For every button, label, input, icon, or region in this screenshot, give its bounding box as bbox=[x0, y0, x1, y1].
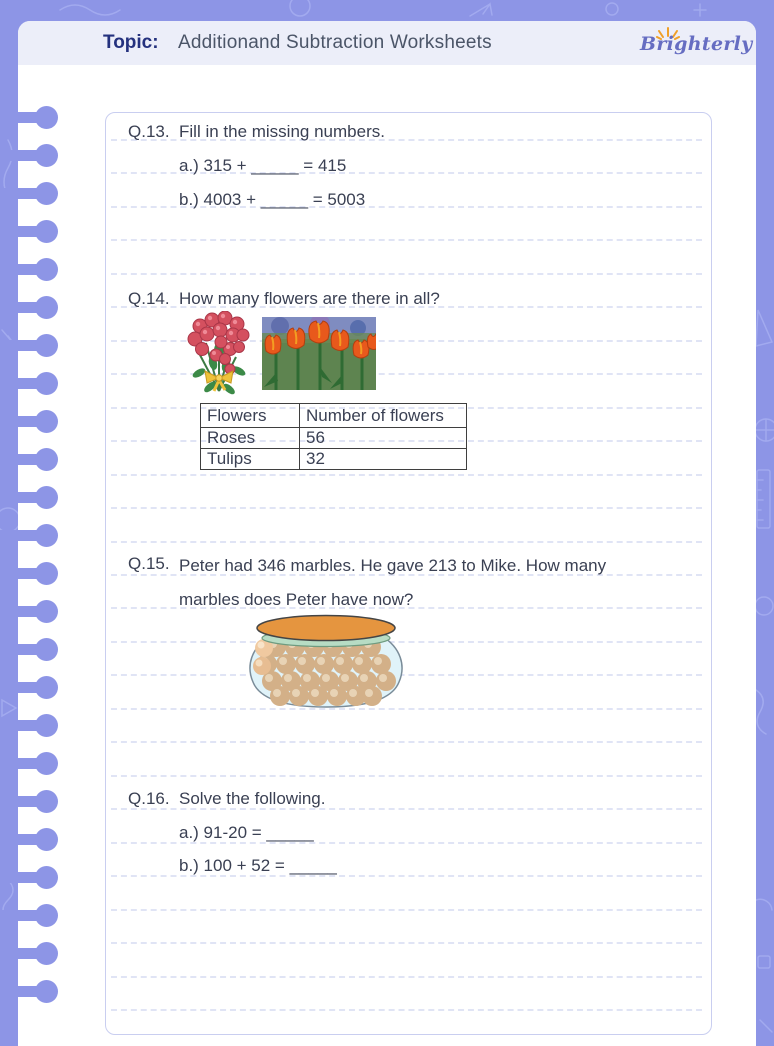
brand-logo bbox=[640, 30, 753, 60]
table-row bbox=[201, 428, 467, 449]
brand-name: Brighterly bbox=[640, 33, 753, 55]
binding-pin bbox=[0, 986, 40, 997]
tulip-field-image bbox=[262, 317, 376, 390]
binding-pin bbox=[0, 872, 40, 883]
table-cell: 32 bbox=[300, 449, 467, 470]
prompt-line: Peter had 346 marbles. He gave 213 to Mike. How many bbox=[179, 556, 607, 575]
ruled-line bbox=[111, 708, 702, 710]
binding-pin bbox=[0, 644, 40, 655]
ruled-line bbox=[111, 976, 702, 978]
table-header-number: Number of flowers bbox=[300, 404, 467, 428]
ruled-line bbox=[111, 273, 702, 275]
table-cell: Roses bbox=[201, 428, 300, 449]
binding-pin bbox=[0, 188, 40, 199]
table-row bbox=[201, 449, 467, 470]
binding-pin bbox=[0, 568, 40, 579]
ruled-line bbox=[111, 942, 702, 944]
question-number: Q.16. bbox=[128, 789, 170, 808]
binding-pin bbox=[0, 606, 40, 617]
paper bbox=[18, 21, 756, 1046]
question-q15 bbox=[128, 554, 179, 574]
binding-pin bbox=[0, 910, 40, 921]
ruled-line bbox=[111, 641, 702, 643]
binding-pin bbox=[0, 226, 40, 237]
ruled-line bbox=[111, 239, 702, 241]
question-q16-part-b: b.) 100 + 52 = _____ bbox=[179, 856, 337, 875]
question-number: Q.13. bbox=[128, 122, 170, 141]
table-header-row bbox=[201, 404, 467, 428]
binding-pin bbox=[0, 530, 40, 541]
table-cell: Tulips bbox=[201, 449, 300, 470]
binding-pin bbox=[0, 150, 40, 161]
binding-pin bbox=[0, 112, 40, 123]
question-q13-part-a: a.) 315 + _____ = 415 bbox=[179, 156, 347, 175]
prompt-line: marbles does Peter have now? bbox=[179, 590, 414, 609]
ruled-line bbox=[111, 741, 702, 743]
binding-pin bbox=[0, 416, 40, 427]
ruled-line bbox=[111, 909, 702, 911]
binding-pin bbox=[0, 378, 40, 389]
binding-pin bbox=[0, 264, 40, 275]
binding-pin bbox=[0, 682, 40, 693]
ruled-line bbox=[111, 474, 702, 476]
binding-pin bbox=[0, 302, 40, 313]
topic-title: Additionand Subtraction Worksheets bbox=[178, 32, 492, 53]
binding-pin bbox=[0, 796, 40, 807]
ruled-line bbox=[111, 1009, 702, 1011]
binding-pin bbox=[0, 948, 40, 959]
header-bar bbox=[18, 21, 756, 65]
question-prompt: How many flowers are there in all? bbox=[179, 289, 440, 308]
question-q14 bbox=[128, 289, 440, 309]
question-q16 bbox=[128, 789, 325, 809]
question-q16-part-a: a.) 91-20 = _____ bbox=[179, 823, 314, 842]
question-number: Q.14. bbox=[128, 289, 170, 308]
binding-pin bbox=[0, 720, 40, 731]
ruled-line bbox=[111, 541, 702, 543]
topic-label: Topic: bbox=[103, 32, 159, 53]
binding-pin bbox=[0, 834, 40, 845]
flowers-table bbox=[200, 403, 467, 470]
question-q13 bbox=[128, 122, 385, 142]
rose-bouquet-image bbox=[186, 311, 253, 396]
ruled-line bbox=[111, 507, 702, 509]
binding-pin bbox=[0, 340, 40, 351]
marble-jar-image bbox=[246, 614, 406, 709]
question-number: Q.15. bbox=[128, 554, 170, 573]
worksheet-card bbox=[105, 112, 712, 1035]
table-header-flowers: Flowers bbox=[201, 404, 300, 428]
question-prompt bbox=[179, 549, 606, 617]
binding-pin bbox=[0, 454, 40, 465]
question-q13-part-b: b.) 4003 + _____ = 5003 bbox=[179, 190, 366, 209]
binding-pin bbox=[0, 492, 40, 503]
ruled-line bbox=[111, 775, 702, 777]
ruled-line bbox=[111, 674, 702, 676]
spiral-binding bbox=[0, 0, 60, 1046]
binding-pin bbox=[0, 758, 40, 769]
question-prompt: Fill in the missing numbers. bbox=[179, 122, 385, 141]
table-cell: 56 bbox=[300, 428, 467, 449]
question-prompt: Solve the following. bbox=[179, 789, 326, 808]
